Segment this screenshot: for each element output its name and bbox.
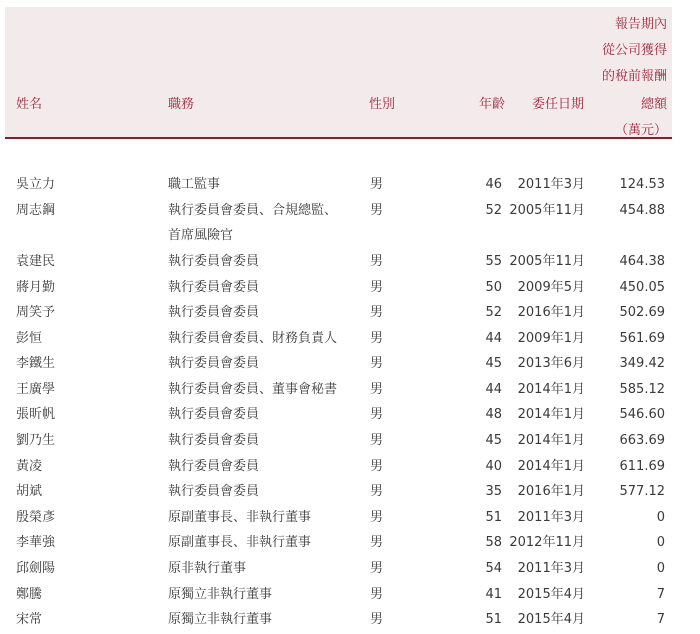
cell-age: 45 <box>485 356 502 371</box>
cell-amount: 450.05 <box>619 280 665 295</box>
cell-gender: 男 <box>370 382 384 397</box>
cell-age: 51 <box>485 510 502 525</box>
cell-gender: 男 <box>370 561 384 576</box>
cell-position: 原副董事長、非執行董事 <box>168 510 312 525</box>
cell-date: 2016年1月 <box>517 484 585 499</box>
cell-age: 45 <box>485 433 502 448</box>
header-name: 姓名 <box>16 97 43 112</box>
cell-gender: 男 <box>370 305 384 320</box>
header-gender: 性別 <box>369 97 396 112</box>
cell-date: 2015年4月 <box>517 612 585 627</box>
cell-amount: 7 <box>656 612 665 627</box>
cell-amount: 502.69 <box>619 305 665 320</box>
cell-age: 52 <box>485 305 502 320</box>
cell-position: 執行委員會委員 <box>168 484 260 499</box>
cell-amount: 546.60 <box>619 407 665 422</box>
header-age: 年齡 <box>478 97 505 112</box>
header-remuneration-line-2: 從公司獲得 <box>601 43 667 58</box>
cell-name: 劉乃生 <box>16 433 56 448</box>
cell-name: 黃凌 <box>16 459 43 474</box>
cell-gender: 男 <box>370 587 384 602</box>
cell-position: 執行委員會委員、財務負責人 <box>168 331 338 346</box>
cell-position: 執行委員會委員 <box>168 356 260 371</box>
cell-name: 周志鋼 <box>16 203 56 218</box>
cell-gender: 男 <box>370 331 384 346</box>
cell-amount: 349.42 <box>619 356 665 371</box>
cell-position: 執行委員會委員 <box>168 407 260 422</box>
cell-name: 邱劍陽 <box>16 561 56 576</box>
cell-gender: 男 <box>370 433 384 448</box>
cell-amount: 577.12 <box>619 484 665 499</box>
cell-amount: 0 <box>656 535 665 550</box>
cell-gender: 男 <box>370 177 384 192</box>
cell-position: 原非執行董事 <box>168 561 247 576</box>
cell-gender: 男 <box>370 280 384 295</box>
cell-position: 首席風險官 <box>168 228 234 243</box>
cell-gender: 男 <box>370 535 384 550</box>
cell-gender: 男 <box>370 459 384 474</box>
cell-date: 2011年3月 <box>517 177 585 192</box>
cell-age: 41 <box>485 587 502 602</box>
cell-position: 職工監事 <box>168 177 221 192</box>
cell-amount: 663.69 <box>619 433 665 448</box>
cell-age: 58 <box>485 535 502 550</box>
cell-position: 執行委員會委員、合規總監、 <box>168 203 338 218</box>
cell-gender: 男 <box>370 356 384 371</box>
header-remuneration-line-4: 總額 <box>640 97 667 112</box>
cell-name: 王廣學 <box>16 382 56 397</box>
cell-position: 執行委員會委員 <box>168 254 260 269</box>
cell-name: 袁建民 <box>16 254 56 269</box>
cell-age: 51 <box>485 612 502 627</box>
cell-amount: 561.69 <box>619 331 665 346</box>
cell-name: 宋常 <box>16 612 43 627</box>
cell-age: 52 <box>485 203 502 218</box>
cell-amount: 611.69 <box>619 459 665 474</box>
cell-name: 張昕帆 <box>16 407 56 422</box>
cell-position: 執行委員會委員 <box>168 280 260 295</box>
table-header <box>5 7 672 139</box>
cell-date: 2014年1月 <box>517 382 585 397</box>
cell-amount: 454.88 <box>619 203 665 218</box>
cell-position: 原獨立非執行董事 <box>168 587 273 602</box>
cell-name: 鄭騰 <box>16 587 43 602</box>
cell-date: 2014年1月 <box>517 459 585 474</box>
cell-date: 2009年5月 <box>517 280 585 295</box>
cell-date: 2005年11月 <box>509 203 585 218</box>
header-remuneration-line-3: 的稅前報酬 <box>601 69 667 84</box>
header-remuneration-line-5: （萬元） <box>614 123 667 138</box>
cell-amount: 0 <box>656 510 665 525</box>
cell-age: 55 <box>485 254 502 269</box>
cell-amount: 7 <box>656 587 665 602</box>
cell-date: 2016年1月 <box>517 305 585 320</box>
cell-name: 胡斌 <box>16 484 43 499</box>
cell-position: 執行委員會委員 <box>168 305 260 320</box>
cell-name: 李華強 <box>16 535 56 550</box>
cell-position: 執行委員會委員 <box>168 459 260 474</box>
cell-date: 2009年1月 <box>517 331 585 346</box>
cell-age: 35 <box>485 484 502 499</box>
cell-position: 執行委員會委員、董事會秘書 <box>168 382 338 397</box>
cell-date: 2012年11月 <box>509 535 585 550</box>
cell-name: 彭恒 <box>16 331 43 346</box>
cell-position: 原副董事長、非執行董事 <box>168 535 312 550</box>
cell-date: 2011年3月 <box>517 510 585 525</box>
cell-date: 2013年6月 <box>517 356 585 371</box>
cell-date: 2005年11月 <box>509 254 585 269</box>
cell-age: 50 <box>485 280 502 295</box>
cell-date: 2011年3月 <box>517 561 585 576</box>
cell-age: 40 <box>485 459 502 474</box>
cell-date: 2014年1月 <box>517 407 585 422</box>
header-position: 職務 <box>168 97 195 112</box>
cell-age: 46 <box>485 177 502 192</box>
cell-age: 48 <box>485 407 502 422</box>
cell-position: 執行委員會委員 <box>168 433 260 448</box>
cell-gender: 男 <box>370 612 384 627</box>
cell-age: 44 <box>485 382 502 397</box>
cell-gender: 男 <box>370 484 384 499</box>
cell-date: 2015年4月 <box>517 587 585 602</box>
cell-amount: 464.38 <box>619 254 665 269</box>
cell-date: 2014年1月 <box>517 433 585 448</box>
cell-name: 李鐵生 <box>16 356 56 371</box>
cell-name: 蔣月勤 <box>16 280 56 295</box>
cell-amount: 124.53 <box>619 177 665 192</box>
cell-position: 原獨立非執行董事 <box>168 612 273 627</box>
cell-age: 54 <box>485 561 502 576</box>
cell-gender: 男 <box>370 203 384 218</box>
cell-age: 44 <box>485 331 502 346</box>
cell-gender: 男 <box>370 510 384 525</box>
cell-gender: 男 <box>370 407 384 422</box>
cell-amount: 585.12 <box>619 382 665 397</box>
cell-gender: 男 <box>370 254 384 269</box>
cell-name: 吳立力 <box>16 177 56 192</box>
header-remuneration-line-1: 報告期內 <box>614 17 667 32</box>
cell-name: 殷榮彥 <box>16 510 56 525</box>
cell-amount: 0 <box>656 561 665 576</box>
cell-name: 周笑予 <box>16 305 56 320</box>
header-appointment-date: 委任日期 <box>531 97 584 112</box>
